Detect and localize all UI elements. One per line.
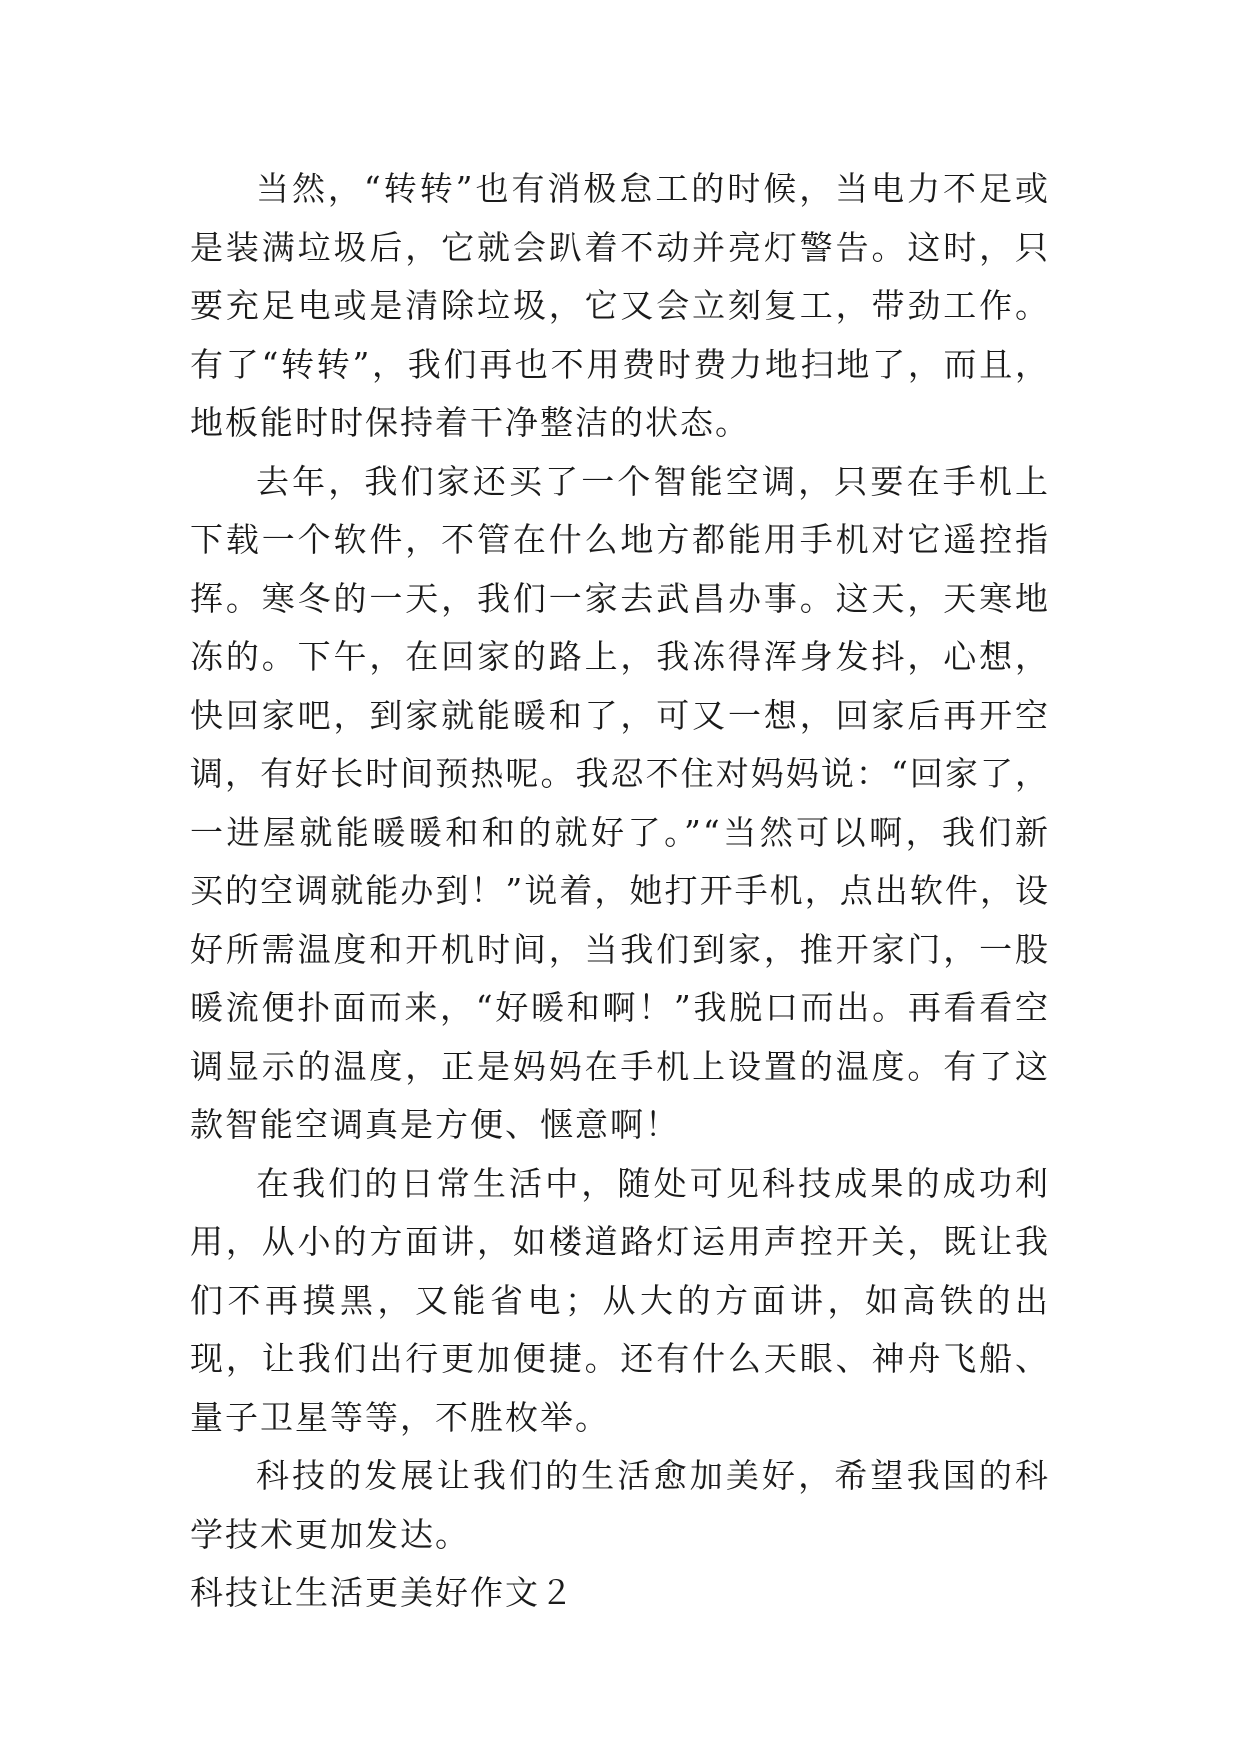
paragraph-smart-air-conditioner: 去年，我们家还买了一个智能空调，只要在手机上下载一个软件，不管在什么地方都能用手机对它遥控指挥。寒冬的一天，我们一家去武昌办事。这天，天寒地冻的。下午，在回家的路上，我冻得浑身发抖，心想，快回家吧，到家就能暖和了，可又一想，回家后再开空调，有好长时间预热呢。我忍不住对妈妈说：“回家了，一进屋就能暖暖和和的就好了。”“当然可以啊，我们新买的空调就能办到！”说着，她打开手机，点出软件，设好所需温度和开机时间，当我们到家，推开家门，一股暖流便扑面而来，“好暖和啊！”我脱口而出。再看看空调显示的温度，正是妈妈在手机上设置的温度。有了这款智能空调真是方便、惬意啊！ (190, 461, 1050, 1144)
paragraph-daily-technology: 在我们的日常生活中，随处可见科技成果的成功利用，从小的方面讲，如楼道路灯运用声控开关，既让我们不再摸黑，又能省电；从大的方面讲，如高铁的出现，让我们出行更加便捷。还有什么天眼、神舟飞船、量子卫星等等，不胜枚举。 (190, 1163, 1050, 1437)
paragraph-conclusion: 科技的发展让我们的生活愈加美好，希望我国的科学技术更加发达。 (190, 1456, 1050, 1554)
paragraph-robot-vacuum: 当然，“转转”也有消极怠工的时候，当电力不足或是装满垃圾后，它就会趴着不动并亮灯警告。这时，只要充足电或是清除垃圾，它又会立刻复工，带劲工作。 有了“转转”，我们再也不用费时费力地扫地了，而且，地板能时时保持着干净整洁的状态。 (190, 169, 1050, 442)
next-essay-heading: 科技让生活更美好作文２ (190, 1573, 575, 1612)
document-page (190, 160, 1050, 1623)
